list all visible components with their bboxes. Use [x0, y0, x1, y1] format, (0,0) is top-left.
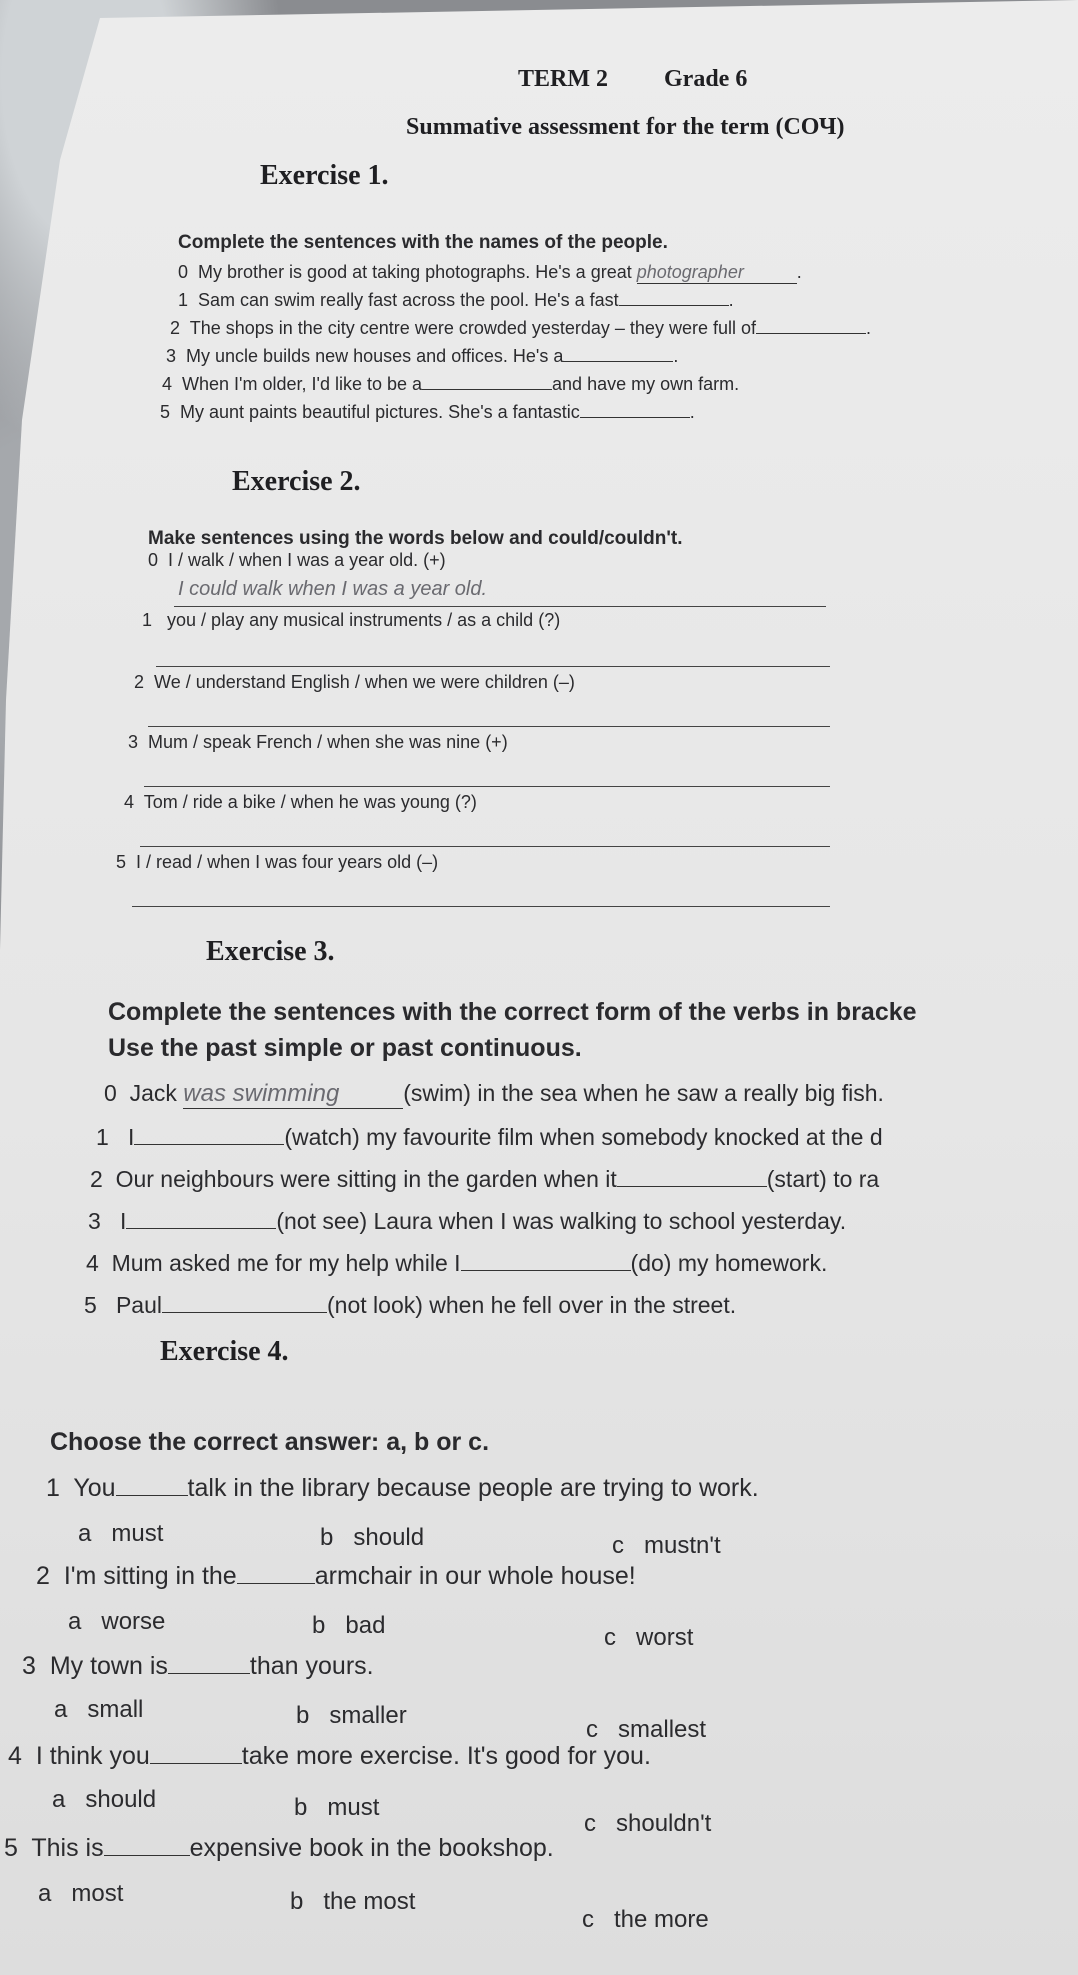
ex4-item-5: 5 This is expensive book in the bookshop. — [4, 1834, 554, 1862]
ex1-answer-0: photographer — [637, 262, 797, 284]
ex4-q3-option-c[interactable]: c smallest — [586, 1716, 707, 1743]
ex3-blank-4[interactable] — [461, 1270, 631, 1271]
ex1-blank-2[interactable] — [756, 333, 866, 334]
ex4-q5-option-b[interactable]: b the most — [290, 1888, 416, 1915]
ex3-item-3: 3 I (not see) Laura when I was walking to school yesterday. — [88, 1208, 847, 1234]
ex1-blank-1[interactable] — [619, 305, 729, 306]
ex2-answer-line-2[interactable] — [148, 726, 830, 727]
exercise-1-instruction: Complete the sentences with the names of the people. — [178, 232, 668, 253]
ex1-item-2: 2 The shops in the city centre were crowded yesterday – they were full of . — [170, 318, 871, 338]
exercise-3-instruction-2: Use the past simple or past continuous. — [108, 1034, 582, 1062]
ex2-item-4: 4 Tom / ride a bike / when he was young (?) — [124, 792, 477, 812]
ex2-item-3: 3 Mum / speak French / when she was nine (+) — [128, 732, 508, 752]
page-subtitle: Summative assessment for the term (СОЧ) — [406, 114, 845, 140]
ex3-blank-5[interactable] — [162, 1312, 327, 1313]
ex4-blank-5[interactable] — [104, 1855, 190, 1856]
ex1-blank-4[interactable] — [422, 389, 552, 390]
ex4-q2-option-b[interactable]: b bad — [312, 1612, 386, 1639]
exercise-3-instruction-1: Complete the sentences with the correct form of the verbs in bracke — [108, 998, 917, 1026]
exercise-4-instruction: Choose the correct answer: a, b or c. — [50, 1428, 490, 1456]
ex4-item-1: 1 You talk in the library because people are trying to work. — [46, 1474, 759, 1502]
ex4-blank-3[interactable] — [168, 1673, 250, 1674]
ex3-item-4: 4 Mum asked me for my help while I (do) my homework. — [86, 1250, 828, 1276]
exercise-3-title: Exercise 3. — [206, 936, 335, 967]
ex2-item-5: 5 I / read / when I was four years old (–) — [116, 852, 439, 872]
ex2-example-answer: I could walk when I was a year old. — [178, 578, 488, 600]
ex3-item-0: 0 Jack was swimming (swim) in the sea when he saw a really big fish. — [104, 1080, 884, 1107]
ex1-item-4: 4 When I'm older, I'd like to be a and have my own farm. — [162, 374, 740, 394]
ex2-answer-line-0 — [174, 606, 826, 607]
ex4-q2-option-c[interactable]: c worst — [604, 1624, 694, 1651]
ex4-item-3: 3 My town is than yours. — [22, 1652, 374, 1680]
ex2-answer-line-4[interactable] — [140, 846, 830, 847]
term-label: TERM 2 — [518, 66, 608, 92]
ex1-item-3: 3 My uncle builds new houses and offices. He's a . — [166, 346, 679, 366]
ex3-item-2: 2 Our neighbours were sitting in the garden when it (start) to ra — [90, 1166, 880, 1192]
ex4-q3-option-a[interactable]: a small — [54, 1696, 144, 1723]
ex4-q1-option-a[interactable]: a must — [78, 1520, 164, 1547]
ex2-answer-line-3[interactable] — [144, 786, 830, 787]
ex4-q2-option-a[interactable]: a worse — [68, 1608, 166, 1635]
ex2-answer-line-5[interactable] — [132, 906, 830, 907]
ex1-item-0: 0 My brother is good at taking photographs. He's a great photographer . — [178, 262, 802, 282]
ex1-blank-5[interactable] — [580, 417, 690, 418]
ex3-blank-1[interactable] — [134, 1144, 284, 1145]
ex4-q5-option-c[interactable]: c the more — [582, 1906, 709, 1933]
ex4-q4-option-c[interactable]: c shouldn't — [584, 1810, 712, 1837]
ex1-item-1: 1 Sam can swim really fast across the pool. He's a fast . — [178, 290, 734, 310]
ex4-q4-option-b[interactable]: b must — [294, 1794, 380, 1821]
ex2-item-1: 1 you / play any musical instruments / as a child (?) — [142, 610, 561, 630]
ex2-item-0: 0 I / walk / when I was a year old. (+) — [148, 550, 446, 570]
ex1-blank-3[interactable] — [563, 361, 673, 362]
ex3-blank-3[interactable] — [126, 1228, 276, 1229]
ex3-item-5: 5 Paul (not look) when he fell over in the street. — [84, 1292, 737, 1318]
ex3-blank-2[interactable] — [617, 1186, 767, 1187]
ex4-q4-option-a[interactable]: a should — [52, 1786, 157, 1813]
exercise-4-title: Exercise 4. — [160, 1336, 289, 1367]
ex1-item-5: 5 My aunt paints beautiful pictures. She's a fantastic . — [160, 402, 695, 422]
ex3-answer-0: was swimming — [183, 1080, 403, 1109]
ex3-item-1: 1 I (watch) my favourite film when somebody knocked at the d — [96, 1124, 883, 1150]
ex4-item-2: 2 I'm sitting in the armchair in our whole house! — [36, 1562, 636, 1590]
grade-label: Grade 6 — [664, 66, 748, 92]
exercise-2-title: Exercise 2. — [232, 466, 361, 497]
ex4-q1-option-b[interactable]: b should — [320, 1524, 425, 1551]
ex4-q3-option-b[interactable]: b smaller — [296, 1702, 407, 1729]
ex2-item-2: 2 We / understand English / when we were children (–) — [134, 672, 575, 692]
ex4-blank-1[interactable] — [116, 1495, 188, 1496]
ex4-q1-option-c[interactable]: c mustn't — [612, 1532, 721, 1559]
exercise-2-instruction: Make sentences using the words below and could/couldn't. — [148, 528, 683, 549]
ex4-blank-2[interactable] — [237, 1583, 315, 1584]
ex4-item-4: 4 I think you take more exercise. It's good for you. — [8, 1742, 651, 1770]
ex4-q5-option-a[interactable]: a most — [38, 1880, 124, 1907]
exercise-1-title: Exercise 1. — [260, 160, 389, 191]
ex2-answer-line-1[interactable] — [156, 666, 830, 667]
ex4-blank-4[interactable] — [150, 1763, 242, 1764]
